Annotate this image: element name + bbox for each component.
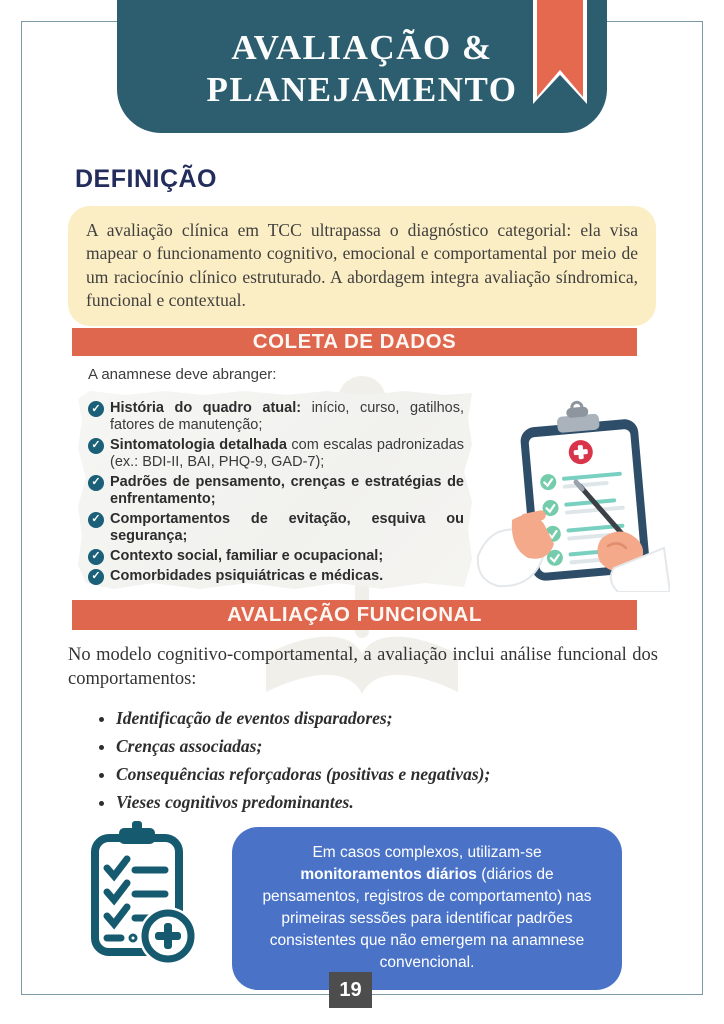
checklist-item-bold: Padrões de pensamento, crenças e estratégias de enfrentamento; [110,473,464,507]
complex-cases-note [232,827,622,990]
page-title [207,27,518,111]
functional-intro-text: No modelo cognitivo-comportamental, a avaliação inclui análise funcional dos comportamentos: [68,645,658,690]
checklist-item-rest: com escalas padronizadas (ex.: BDI-II, BAI, PHQ-9, GAD-7); [110,436,464,470]
definition-body-text: A avaliação clínica em TCC ultrapassa o diagnóstico categorial: ela visa mapear o funcionamento cognitivo, emocional e comportamental por meio de um raciocínio clínico estruturado. A abordagem integra avaliação síndromica, funcional e contextual. [86,220,638,310]
checklist-item [88,474,464,508]
note-bold-phrase: monitoramentos diários [300,866,477,883]
functional-bullet-list [100,708,620,820]
checklist-item-bold: Comorbidades psiquiátricas e médicas. [110,567,384,584]
checklist-item [88,548,464,565]
check-circle-icon: ✓ [88,549,104,565]
anamnese-checklist [88,400,464,585]
definition-callout [68,206,656,326]
checklist-item-bold: História do quadro atual: [110,400,302,416]
page-number: 19 [339,978,362,1001]
check-circle-icon: ✓ [88,475,104,491]
checklist-item [88,437,464,471]
checklist-item-bold: Comportamentos de evitação, esquiva ou segurança; [110,510,464,544]
definition-heading: DEFINIÇÃO [75,165,217,193]
functional-bullet: • Consequências reforçadoras (positivas e negativas); [116,764,620,785]
section-banner-coleta-label: COLETA DE DADOS [252,330,457,353]
check-circle-icon: ✓ [88,569,104,585]
section-banner-coleta [72,328,637,356]
check-circle-icon: ✓ [88,438,104,454]
checklist-item [88,511,464,545]
checklist-item-bold: Contexto social, familiar e ocupacional; [110,547,384,564]
section-banner-funcional [72,600,637,630]
check-circle-icon: ✓ [88,512,104,528]
functional-bullet: • Identificação de eventos disparadores; [116,708,620,729]
functional-bullet: • Crenças associadas; [116,736,620,757]
page-number-badge [329,972,372,1008]
page-title-line2: PLANEJAMENTO [206,69,518,109]
functional-bullet: • Vieses cognitivos predominantes. [116,792,620,813]
complex-cases-note-text: Em casos complexos, utilizam-se monitoramentos diários (diários de pensamentos, registros de comportamento) nas primeiras sessões para identificar padrões consistentes que não emergem na anamnese convencional. [262,844,592,971]
checklist-item-rest: início, curso, gatilhos, fatores de manutenção; [110,400,464,433]
checklist-item-bold: Sintomatologia detalhada [110,436,287,453]
section-banner-funcional-label: AVALIAÇÃO FUNCIONAL [227,603,482,626]
medical-clipboard-hands-illustration [468,396,670,592]
checklist-item [88,568,464,585]
checklist-item [88,400,464,434]
clipboard-checklist-icon [85,820,197,964]
anamnese-intro-text: A anamnese deve abranger: [88,366,277,383]
page-title-line1: AVALIAÇÃO & [231,27,493,67]
check-circle-icon: ✓ [88,401,104,417]
